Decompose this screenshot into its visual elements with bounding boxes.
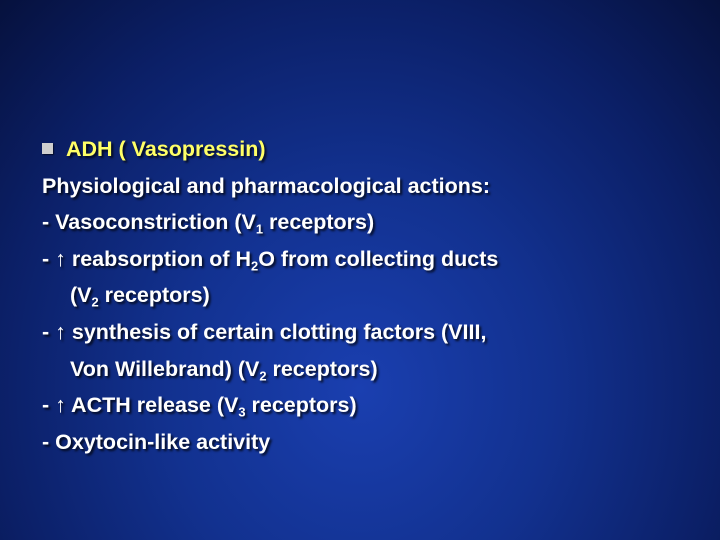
line-text: (V — [70, 283, 92, 308]
line-text: O from collecting ducts — [258, 246, 499, 271]
line-text: - ↑ ACTH release (V — [42, 393, 239, 418]
subscript: 3 — [238, 404, 246, 420]
subscript: 1 — [255, 221, 264, 237]
slide-body — [42, 131, 712, 460]
oxytocin-line: - Oxytocin-like activity — [42, 429, 271, 454]
line-text: - Vasoconstriction (V — [42, 210, 256, 235]
line-text: - ↑ reabsorption of H — [42, 246, 252, 271]
reabsorption-line — [42, 241, 712, 278]
line-text: Von Willebrand) (V — [70, 356, 260, 381]
von-willebrand-line — [42, 351, 712, 388]
reabsorption-receptors-line — [42, 277, 712, 314]
line-text: receptors) — [245, 393, 357, 418]
subscript: 2 — [259, 368, 267, 384]
slide-heading: ADH ( Vasopressin) — [66, 137, 266, 161]
clotting-factors-line: - ↑ synthesis of certain clotting factors (VIII, — [42, 319, 487, 344]
intro-line: Physiological and pharmacological actions: — [42, 173, 491, 198]
heading-line — [42, 131, 712, 168]
acth-line — [42, 387, 712, 424]
square-bullet-icon — [42, 143, 53, 154]
line-text: receptors) — [263, 210, 375, 235]
line-text: receptors) — [98, 283, 210, 308]
subscript: 2 — [91, 294, 99, 310]
subscript: 2 — [251, 258, 259, 274]
line-text: receptors) — [266, 356, 378, 381]
vasoconstriction-line — [42, 204, 712, 241]
